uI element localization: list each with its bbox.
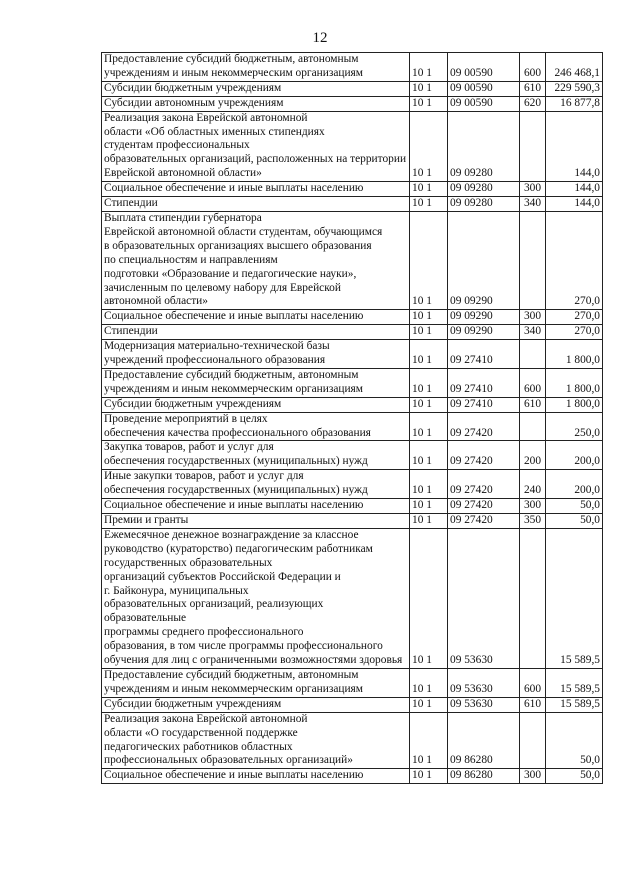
row-expense-type: 610 (520, 397, 546, 412)
table-row (102, 96, 603, 111)
page-number: 12 (312, 30, 328, 46)
row-section: 10 1 (410, 211, 448, 309)
row-section: 10 1 (410, 499, 448, 514)
row-amount: 15 589,5 (546, 697, 603, 712)
row-expense-type (520, 111, 546, 182)
table-row (102, 325, 603, 340)
row-name: Закупка товаров, работ и услуг для обеспечения государственных (муниципальных) нужд (102, 441, 410, 470)
row-expense-type: 300 (520, 310, 546, 325)
table-row (102, 528, 603, 668)
row-expense-type (520, 211, 546, 309)
row-amount: 50,0 (546, 712, 603, 769)
row-expense-type (520, 528, 546, 668)
row-name: Реализация закона Еврейской автономной области «О государственной поддержке педагогических работников областных профессиональных образовательных организаций» (102, 712, 410, 769)
row-amount: 15 589,5 (546, 668, 603, 697)
row-article: 09 09280 (448, 182, 520, 197)
row-section: 10 1 (410, 441, 448, 470)
row-name: Субсидии автономным учреждениям (102, 96, 410, 111)
table-row (102, 668, 603, 697)
row-section: 10 1 (410, 53, 448, 82)
row-amount: 50,0 (546, 499, 603, 514)
table-row (102, 211, 603, 309)
table-row (102, 397, 603, 412)
row-name: Иные закупки товаров, работ и услуг для обеспечения государственных (муниципальных) нужд (102, 470, 410, 499)
row-amount: 229 590,3 (546, 81, 603, 96)
row-expense-type: 300 (520, 499, 546, 514)
budget-table-body (102, 53, 603, 784)
row-expense-type: 340 (520, 325, 546, 340)
row-name: Выплата стипендии губернатора Еврейской автономной области студентам, обучающимся в образовательных организациях высшего образования по специальностям и направлениям подготовки «Образование и педагогические науки», зачисленным по целевому набору для Еврейской автономной области» (102, 211, 410, 309)
row-article: 09 53630 (448, 528, 520, 668)
table-row (102, 769, 603, 784)
table-row (102, 53, 603, 82)
row-article: 09 27420 (448, 470, 520, 499)
table-row (102, 310, 603, 325)
row-article: 09 00590 (448, 96, 520, 111)
row-article: 09 86280 (448, 769, 520, 784)
row-name: Премии и гранты (102, 514, 410, 529)
row-section: 10 1 (410, 769, 448, 784)
row-expense-type (520, 412, 546, 441)
row-name: Модернизация материально-технической базы учреждений профессионального образования (102, 340, 410, 369)
table-row (102, 499, 603, 514)
row-name: Стипендии (102, 325, 410, 340)
row-name: Предоставление субсидий бюджетным, автономным учреждениям и иным некоммерческим организациям (102, 53, 410, 82)
row-section: 10 1 (410, 310, 448, 325)
table-row (102, 441, 603, 470)
row-article: 09 00590 (448, 81, 520, 96)
table-row (102, 197, 603, 212)
row-section: 10 1 (410, 712, 448, 769)
row-amount: 270,0 (546, 211, 603, 309)
row-amount: 270,0 (546, 310, 603, 325)
row-section: 10 1 (410, 325, 448, 340)
row-name: Проведение мероприятий в целях обеспечения качества профессионального образования (102, 412, 410, 441)
row-name: Предоставление субсидий бюджетным, автономным учреждениям и иным некоммерческим организациям (102, 668, 410, 697)
row-expense-type (520, 712, 546, 769)
row-name: Субсидии бюджетным учреждениям (102, 397, 410, 412)
row-amount: 270,0 (546, 325, 603, 340)
row-article: 09 27420 (448, 412, 520, 441)
row-name: Социальное обеспечение и иные выплаты населению (102, 499, 410, 514)
table-row (102, 368, 603, 397)
table-row (102, 340, 603, 369)
row-name: Предоставление субсидий бюджетным, автономным учреждениям и иным некоммерческим организациям (102, 368, 410, 397)
row-name: Субсидии бюджетным учреждениям (102, 81, 410, 96)
row-section: 10 1 (410, 528, 448, 668)
row-expense-type: 300 (520, 182, 546, 197)
table-row (102, 697, 603, 712)
table-row (102, 111, 603, 182)
row-section: 10 1 (410, 368, 448, 397)
row-amount: 50,0 (546, 514, 603, 529)
row-amount: 15 589,5 (546, 528, 603, 668)
row-expense-type: 610 (520, 81, 546, 96)
row-article: 09 00590 (448, 53, 520, 82)
table-row (102, 514, 603, 529)
row-article: 09 27410 (448, 368, 520, 397)
row-amount: 246 468,1 (546, 53, 603, 82)
row-article: 09 53630 (448, 697, 520, 712)
row-amount: 16 877,8 (546, 96, 603, 111)
row-article: 09 86280 (448, 712, 520, 769)
row-expense-type: 350 (520, 514, 546, 529)
row-expense-type: 600 (520, 53, 546, 82)
row-article: 09 53630 (448, 668, 520, 697)
row-amount: 144,0 (546, 182, 603, 197)
row-section: 10 1 (410, 197, 448, 212)
row-article: 09 09290 (448, 211, 520, 309)
row-expense-type: 600 (520, 368, 546, 397)
row-name: Социальное обеспечение и иные выплаты населению (102, 182, 410, 197)
row-article: 09 27410 (448, 340, 520, 369)
row-name: Социальное обеспечение и иные выплаты населению (102, 769, 410, 784)
row-amount: 144,0 (546, 111, 603, 182)
table-row (102, 182, 603, 197)
row-expense-type: 600 (520, 668, 546, 697)
row-section: 10 1 (410, 340, 448, 369)
table-row (102, 81, 603, 96)
row-article: 09 09280 (448, 197, 520, 212)
table-row (102, 470, 603, 499)
row-section: 10 1 (410, 397, 448, 412)
row-section: 10 1 (410, 514, 448, 529)
table-row (102, 712, 603, 769)
row-article: 09 27420 (448, 441, 520, 470)
row-name: Реализация закона Еврейской автономной области «Об областных именных стипендиях студентам профессиональных образовательных организаций, расположенных на территории Еврейской автономной области» (102, 111, 410, 182)
row-name: Ежемесячное денежное вознаграждение за классное руководство (кураторство) педагогическим работникам государственных образовательных организаций субъектов Российской Федерации и г. Байконура, муниципальных образовательных организаций, реализующих образовательные программы среднего профессионального образования, в том числе программы профессионального обучения для лиц с ограниченными возможностями здоровья (102, 528, 410, 668)
row-section: 10 1 (410, 697, 448, 712)
row-expense-type: 340 (520, 197, 546, 212)
row-section: 10 1 (410, 96, 448, 111)
row-amount: 1 800,0 (546, 340, 603, 369)
row-amount: 1 800,0 (546, 397, 603, 412)
row-expense-type: 610 (520, 697, 546, 712)
row-amount: 250,0 (546, 412, 603, 441)
row-amount: 200,0 (546, 470, 603, 499)
row-section: 10 1 (410, 412, 448, 441)
row-amount: 1 800,0 (546, 368, 603, 397)
budget-table (101, 52, 603, 784)
row-name: Стипендии (102, 197, 410, 212)
row-amount: 200,0 (546, 441, 603, 470)
row-article: 09 27420 (448, 499, 520, 514)
row-expense-type (520, 340, 546, 369)
row-amount: 50,0 (546, 769, 603, 784)
row-section: 10 1 (410, 182, 448, 197)
row-article: 09 27410 (448, 397, 520, 412)
row-expense-type: 240 (520, 470, 546, 499)
row-section: 10 1 (410, 81, 448, 96)
table-row (102, 412, 603, 441)
row-expense-type: 300 (520, 769, 546, 784)
row-section: 10 1 (410, 668, 448, 697)
row-section: 10 1 (410, 111, 448, 182)
row-article: 09 09290 (448, 325, 520, 340)
row-amount: 144,0 (546, 197, 603, 212)
row-section: 10 1 (410, 470, 448, 499)
row-name: Субсидии бюджетным учреждениям (102, 697, 410, 712)
row-article: 09 09280 (448, 111, 520, 182)
row-article: 09 09290 (448, 310, 520, 325)
row-expense-type: 200 (520, 441, 546, 470)
row-expense-type: 620 (520, 96, 546, 111)
row-name: Социальное обеспечение и иные выплаты населению (102, 310, 410, 325)
row-article: 09 27420 (448, 514, 520, 529)
